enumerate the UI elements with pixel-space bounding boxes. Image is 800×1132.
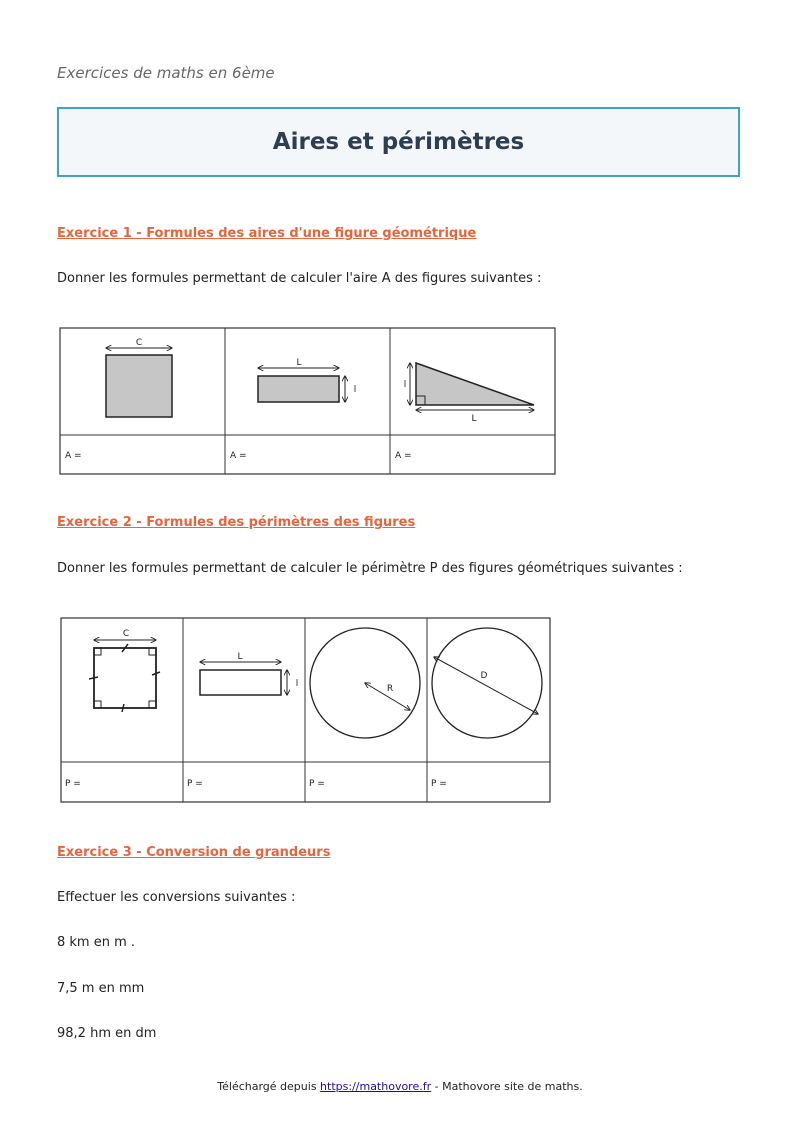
title-box <box>57 107 740 177</box>
rectangle-width-label: l <box>353 385 357 395</box>
triangle-height-label: l <box>403 380 407 390</box>
square-side-label-2: C <box>122 629 130 639</box>
conversion-item-2: 7,5 m en mm <box>57 981 145 996</box>
perimeter-cell-1: P = <box>65 779 81 789</box>
exercise-1-instruction: Donner les formules permettant de calculer l'aire A des figures suivantes : <box>57 271 542 286</box>
footer-link[interactable]: https://mathovore.fr <box>320 1080 432 1093</box>
area-cell-2: A = <box>230 451 247 461</box>
perimeter-cell-2: P = <box>187 779 203 789</box>
perimeter-cell-4: P = <box>431 779 447 789</box>
exercise-1-title[interactable]: Exercice 1 - Formules des aires d'une figure géométrique <box>57 226 477 241</box>
page-title: Aires et périmètres <box>272 129 525 155</box>
area-cell-1: A = <box>65 451 82 461</box>
square-side-label: C <box>135 338 143 348</box>
triangle-base-label: L <box>471 414 477 424</box>
rectangle-width-label-2: l <box>295 679 299 689</box>
rectangle-length-label-2: L <box>237 652 243 662</box>
conversion-item-3: 98,2 hm en dm <box>57 1026 157 1041</box>
exercise-2-instruction: Donner les formules permettant de calculer le périmètre P des figures géométriques suivantes : <box>57 561 683 576</box>
area-cell-3: A = <box>395 451 412 461</box>
conversion-item-1: 8 km en m . <box>57 935 136 950</box>
rectangle-length-label: L <box>296 358 302 368</box>
footer <box>0 1080 800 1093</box>
diameter-label: D <box>480 671 488 681</box>
exercise-3-instruction: Effectuer les conversions suivantes : <box>57 890 296 905</box>
exercise-2-title[interactable]: Exercice 2 - Formules des périmètres des figures <box>57 515 416 530</box>
perimeter-cell-3: P = <box>309 779 325 789</box>
exercise-3-title[interactable]: Exercice 3 - Conversion de grandeurs <box>57 845 331 860</box>
page-subtitle: Exercices de maths en 6ème <box>57 64 275 82</box>
perimeter-figures-table <box>60 617 553 805</box>
area-figures-table <box>59 327 557 477</box>
footer-suffix: - Mathovore site de maths. <box>431 1080 583 1093</box>
radius-label: R <box>386 684 394 694</box>
footer-prefix: Téléchargé depuis <box>217 1080 321 1093</box>
